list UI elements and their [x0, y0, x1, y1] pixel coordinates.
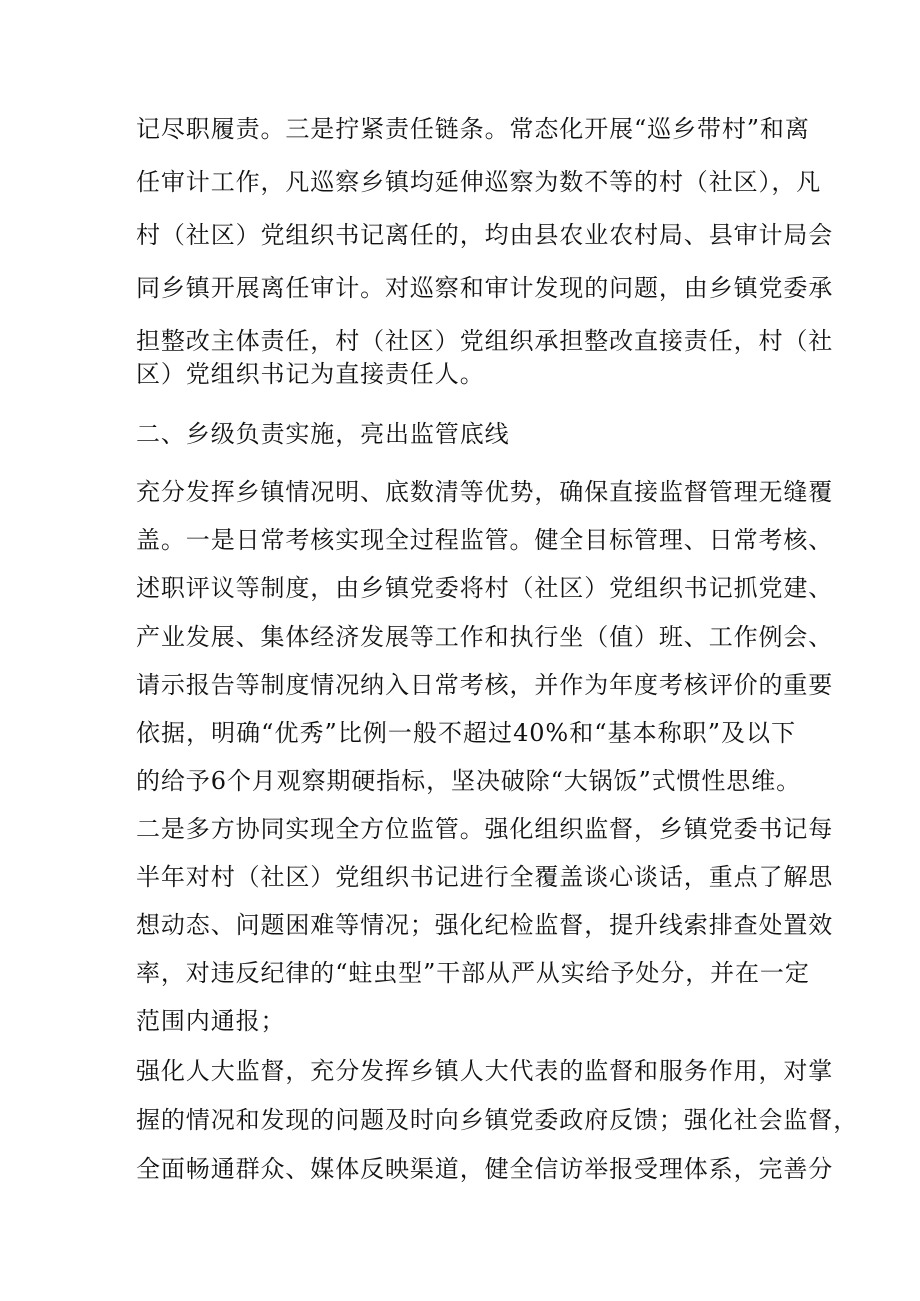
text-line: 的给予6个月观察期硬指标，坚决破除“大锅饭”式惯性思维。: [136, 767, 802, 795]
text-line: 握的情况和发现的问题及时向乡镇党委政府反馈；强化社会监督，: [136, 1106, 859, 1134]
text-line: 依据，明确“优秀”比例一般不超过40%和“基本称职”及以下: [136, 719, 796, 747]
text-line: 产业发展、集体经济发展等工作和执行坐（值）班、工作例会、: [136, 623, 834, 651]
text-line: 强化人大监督，充分发挥乡镇人大代表的监督和服务作用，对掌: [136, 1057, 834, 1085]
text-line: 半年对村（社区）党组织书记进行全覆盖谈心谈话，重点了解思: [136, 863, 834, 891]
text-line: 同乡镇开展离任审计。对巡察和审计发现的问题，由乡镇党委承: [136, 274, 834, 302]
text-line: 范围内通报；: [136, 1007, 286, 1035]
text-line: 全面畅通群众、媒体反映渠道，健全信访举报受理体系，完善分: [136, 1155, 834, 1183]
text-line: 请示报告等制度情况纳入日常考核，并作为年度考核评价的重要: [136, 671, 834, 699]
text-line: 充分发挥乡镇情况明、底数清等优势，确保直接监督管理无缝覆: [136, 478, 834, 506]
text-line: 村（社区）党组织书记离任的，均由县农业农村局、县审计局会: [136, 221, 834, 249]
text-line: 二是多方协同实现全方位监管。强化组织监督，乡镇党委书记每: [136, 815, 834, 843]
text-line: 任审计工作，凡巡察乡镇均延伸巡察为数不等的村（社区），凡: [136, 168, 822, 196]
text-line: 率，对违反纪律的“蛀虫型”干部从严从实给予处分，并在一定: [136, 959, 810, 987]
text-line: 担整改主体责任，村（社区）党组织承担整改直接责任，村（社: [136, 327, 834, 355]
text-line: 述职评议等制度，由乡镇党委将村（社区）党组织书记抓党建、: [136, 574, 834, 602]
text-line: 区）党组织书记为直接责任人。: [136, 360, 485, 388]
section-heading: 二、乡级负责实施，亮出监管底线: [136, 420, 510, 448]
text-line: 记尽职履责。三是拧紧责任链条。常态化开展“巡乡带村”和离: [136, 115, 810, 143]
text-line: 盖。一是日常考核实现全过程监管。健全目标管理、日常考核、: [136, 526, 834, 554]
text-line: 想动态、问题困难等情况；强化纪检监督，提升线索排查处置效: [136, 911, 834, 939]
